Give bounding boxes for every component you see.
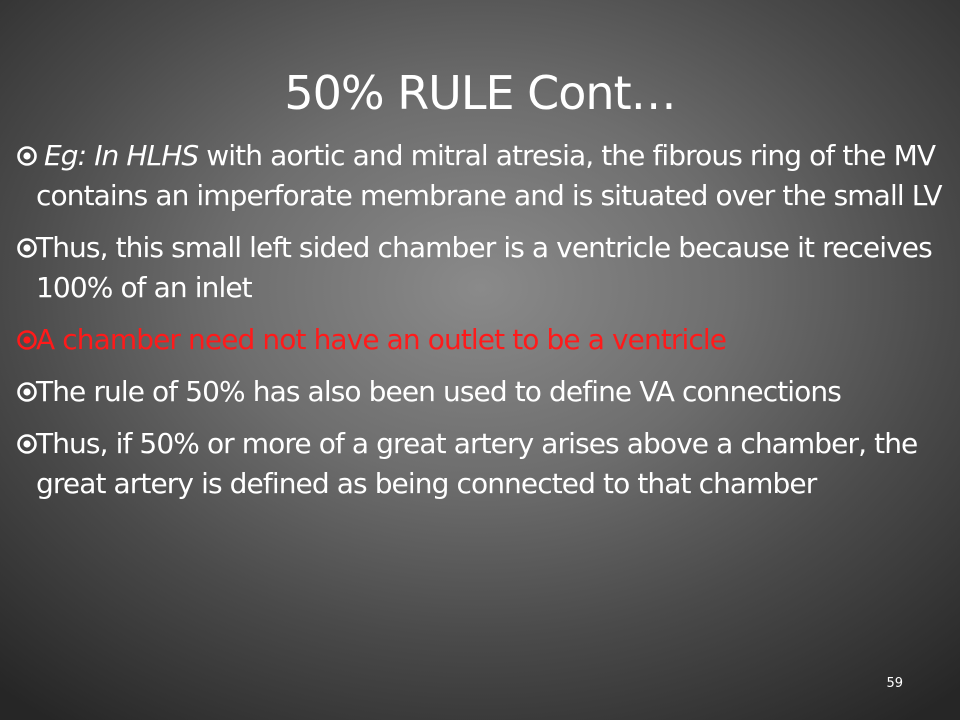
bullet-text-highlight: A chamber need not have an outlet to be a ventricle xyxy=(36,323,727,356)
slide-title: 50% RULE Cont… xyxy=(284,66,676,120)
bullet-text: Thus, if 50% or more of a great artery arises above a chamber, the great artery is defined as being connected to that chamber xyxy=(36,427,918,500)
bullet-item-hlhs-example xyxy=(12,136,957,216)
circled-dot-icon xyxy=(16,237,38,259)
bullet-item-outlet-note xyxy=(12,320,957,360)
bullet-item-va-connections xyxy=(12,372,957,412)
bullet-text: with aortic and mitral atresia, the fibrous ring of the MV contains an imperforate membrane and is situated over the small LV xyxy=(36,139,942,212)
circled-dot-icon xyxy=(16,433,38,455)
bullet-text: Thus, this small left sided chamber is a ventricle because it receives 100% of an inlet xyxy=(36,231,932,304)
circled-dot-icon xyxy=(16,329,38,351)
page-number: 59 xyxy=(886,676,903,691)
bullet-text: The rule of 50% has also been used to define VA connections xyxy=(36,375,841,408)
bullet-item-small-chamber xyxy=(12,228,957,308)
bullet-italic-prefix: Eg: In HLHS xyxy=(44,139,199,172)
circled-dot-icon xyxy=(16,381,38,403)
circled-dot-icon xyxy=(16,145,38,167)
bullet-list xyxy=(12,136,957,516)
bullet-item-great-artery xyxy=(12,424,957,504)
